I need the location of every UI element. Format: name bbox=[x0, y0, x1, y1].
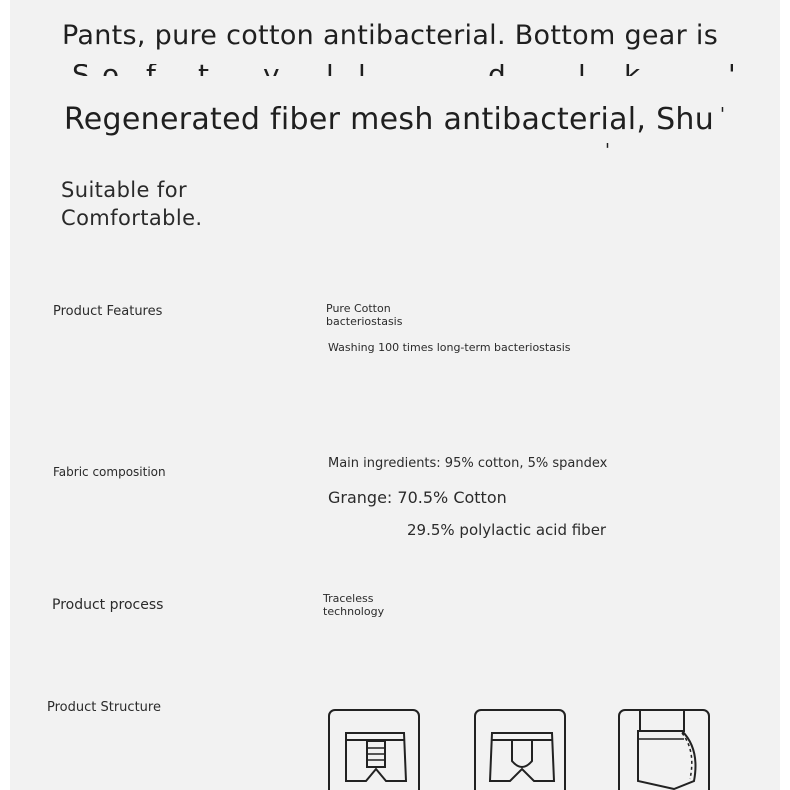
features-detail: Washing 100 times long-term bacteriostasis bbox=[328, 341, 571, 354]
process-label: Product process bbox=[52, 597, 164, 613]
structure-label: Product Structure bbox=[47, 700, 161, 715]
fabric-grange-secondary: 29.5% polylactic acid fiber bbox=[407, 521, 607, 539]
process-value bbox=[323, 592, 384, 618]
subtitle-line-1: Suitable for bbox=[61, 178, 188, 202]
fabric-grange: Grange: 70.5% Cotton bbox=[328, 488, 507, 507]
process-value-line-1: Traceless bbox=[323, 592, 374, 605]
headline-line-1: Pants, pure cotton antibacterial. Bottom gear is bbox=[62, 20, 719, 51]
features-value-line-2: bacteriostasis bbox=[326, 315, 403, 328]
brief-pouch-icon bbox=[476, 711, 568, 790]
subtitle bbox=[61, 176, 203, 232]
structure-card-front bbox=[328, 709, 420, 790]
structure-card-pouch bbox=[474, 709, 566, 790]
fabric-label: Fabric composition bbox=[53, 465, 166, 479]
stray-mark: ' bbox=[605, 140, 610, 161]
structure-card-side bbox=[618, 709, 710, 790]
clipped-text-strip bbox=[58, 64, 738, 94]
subtitle-line-2: Comfortable. bbox=[61, 206, 203, 230]
process-value-line-2: technology bbox=[323, 605, 385, 618]
product-detail-panel bbox=[10, 0, 780, 790]
headline-line-2: Regenerated fiber mesh antibacterial, Shu bbox=[64, 102, 715, 137]
stray-mark: ' bbox=[720, 104, 725, 125]
brief-front-icon bbox=[330, 711, 422, 790]
features-label: Product Features bbox=[53, 304, 163, 319]
fabric-main: Main ingredients: 95% cotton, 5% spandex bbox=[328, 456, 608, 471]
features-value-line-1: Pure Cotton bbox=[326, 302, 391, 315]
features-value bbox=[326, 302, 402, 328]
brief-side-icon bbox=[620, 711, 712, 790]
